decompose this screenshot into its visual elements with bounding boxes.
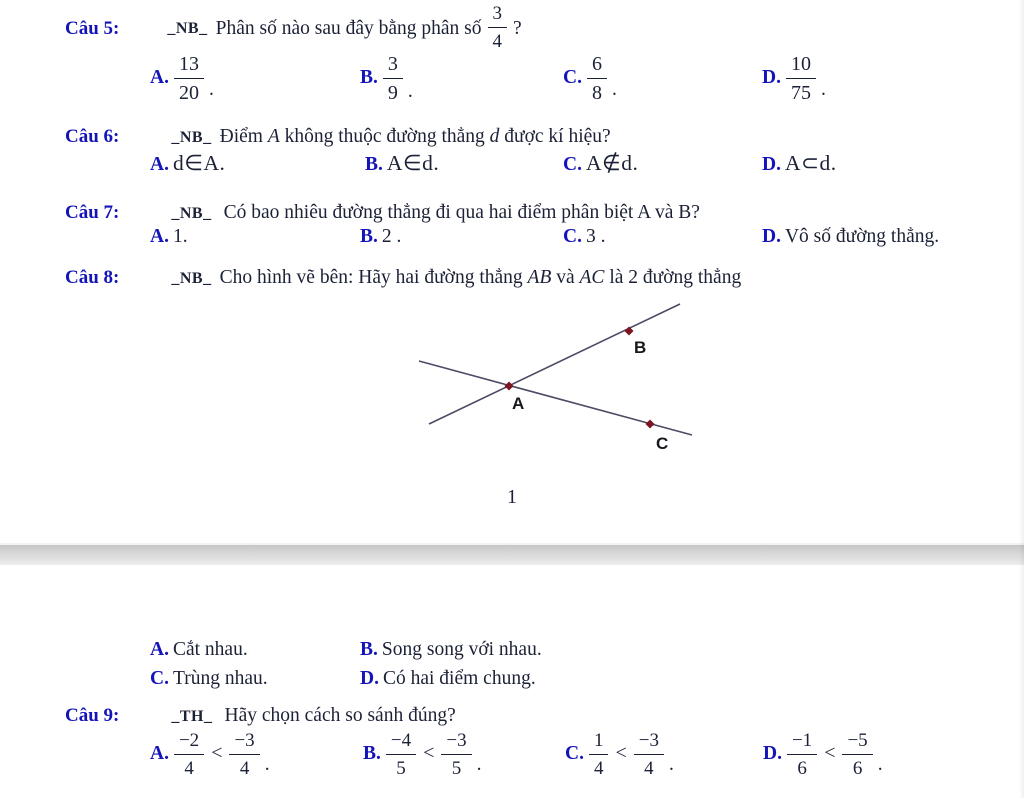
lines-diagram (400, 292, 710, 460)
q5-option-b-fraction: $\frac{3}{9}$ (383, 52, 403, 103)
question-5-line (65, 4, 522, 53)
q8-option-c: C. Trùng nhau. (150, 668, 268, 689)
less-than-sign: < (211, 742, 223, 764)
q6-option-b: B. A∈d. (365, 151, 440, 175)
line-AB (429, 304, 680, 424)
question-7-line (65, 202, 700, 224)
q9-option-b-right-fraction: $\frac{-3}{5}$ (441, 729, 471, 778)
question-5-label: Câu 5: (65, 17, 120, 39)
question-7-text: Có bao nhiêu đường thẳng đi qua hai điểm phân biệt A và B? (223, 202, 700, 223)
q7-option-a: A. 1. (150, 226, 188, 247)
question-5-tag: _NB_ (167, 19, 208, 37)
q5-option-d: D. $\frac{10}{75}$ . (762, 53, 826, 104)
q8-option-b: B. Song song với nhau. (360, 639, 542, 660)
q8-option-d: D. Có hai điểm chung. (360, 668, 536, 689)
q6-option-c: C. A∉d. (563, 151, 639, 175)
q7-option-b: B. 2 . (360, 226, 402, 247)
point-A-marker (504, 381, 513, 390)
point-B-marker (624, 326, 633, 335)
point-B-label: B (634, 338, 647, 357)
question-8-line: Câu 8: _NB_ Cho hình vẽ bên: Hãy hai đường thẳng AB và AC là 2 đường thẳng (65, 267, 742, 288)
question-5-text: Phân số nào sau đây bằng phân số (215, 17, 482, 39)
q5-option-c: C. $\frac{6}{8}$ . (563, 53, 617, 104)
q6-option-d: D. A⊂d. (762, 151, 837, 175)
question-8-label: Câu 8: (65, 267, 120, 288)
page-edge-shadow (1019, 0, 1024, 798)
q7-option-c: C. 3 . (563, 226, 606, 247)
question-9-line (65, 705, 456, 727)
q9-option-a-left-fraction: $\frac{-2}{4}$ (174, 729, 204, 778)
question-6-label: Câu 6: (65, 126, 120, 147)
question-6-line: Câu 6: _NB_ Điểm A không thuộc đường thẳng d được kí hiệu? (65, 126, 611, 147)
q7-option-d: D. Vô số đường thẳng. (762, 226, 940, 247)
q6-option-a: A. d∈A. (150, 151, 226, 175)
q9-option-c-left-fraction: $\frac{1}{4}$ (589, 729, 609, 778)
q9-option-c-right-fraction: $\frac{-3}{4}$ (634, 729, 664, 778)
q9-option-b: B. $\frac{-4}{5}$ < $\frac{-3}{5}$ . (363, 730, 482, 779)
q9-option-a: A. $\frac{-2}{4}$ < $\frac{-3}{4}$ . (150, 730, 270, 779)
less-than-sign: < (824, 742, 836, 764)
q9-option-a-right-fraction: $\frac{-3}{4}$ (229, 729, 259, 778)
q5-option-a: A. $\frac{13}{20}$ . (150, 53, 214, 104)
q9-option-d: D. $\frac{-1}{6}$ < $\frac{-5}{6}$ . (763, 730, 883, 779)
q8-figure (400, 292, 710, 465)
less-than-sign: < (423, 742, 435, 764)
q9-option-b-left-fraction: $\frac{-4}{5}$ (386, 729, 416, 778)
question-9-text: Hãy chọn cách so sánh đúng? (224, 705, 456, 726)
question-5-fraction: $\frac{3}{4}$ (488, 2, 508, 51)
q5-option-c-fraction: $\frac{6}{8}$ (587, 52, 607, 103)
less-than-sign: < (615, 742, 627, 764)
point-A-label: A (512, 394, 525, 413)
question-6-tag: _NB_ (171, 129, 212, 146)
question-9-tag: _TH_ (171, 708, 213, 725)
question-9-label: Câu 9: (65, 705, 120, 726)
point-C-marker (645, 419, 654, 428)
q8-option-a: A. Cắt nhau. (150, 639, 248, 660)
q5-option-a-fraction: $\frac{13}{20}$ (174, 52, 204, 103)
question-7-label: Câu 7: (65, 202, 120, 223)
question-7-tag: _NB_ (171, 205, 212, 222)
q9-option-c: C. $\frac{1}{4}$ < $\frac{-3}{4}$ . (565, 730, 674, 779)
q5-option-d-fraction: $\frac{10}{75}$ (786, 52, 816, 103)
question-5-qmark: ? (513, 17, 522, 39)
page-number: 1 (507, 486, 517, 508)
q9-option-d-right-fraction: $\frac{-5}{6}$ (842, 729, 872, 778)
question-8-tag: _NB_ (171, 270, 212, 287)
point-C-label: C (656, 434, 669, 453)
page-break-divider (0, 545, 1024, 565)
q5-option-b: B. $\frac{3}{9}$ . (360, 53, 413, 104)
q9-option-d-left-fraction: $\frac{-1}{6}$ (787, 729, 817, 778)
